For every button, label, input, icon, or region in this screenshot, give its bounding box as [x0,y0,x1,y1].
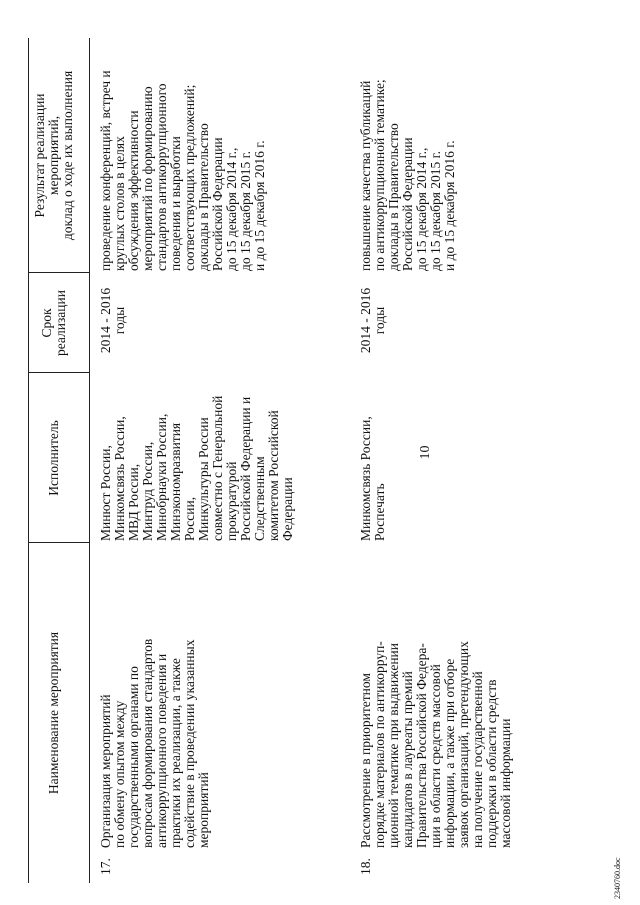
row-number: 18. [358,858,373,875]
row-executor: Минюст России, Минкомсвязь России, МВД России, Минтруд России, Минобрнауки России, Минэкономразвития России, Минкультуры России совместно с Генеральной прокуратурой Российской Федерации и Следственным комитетом Российской Федерации [98,395,295,541]
col-divider [29,372,89,373]
row-result: проведение конференций, встреч и круглых столов в целях обсуждения эффективности мероприятий по формированию стандартов антикоррупционного поведения и выработки соответствующих предложений; доклады в Правительство Российской Федерации до 15 декабря 2014 г., до 15 декабря 2015 г. и до 15 декабря 2016 г. [98,70,267,271]
row-result: повышение качества публикаций по антикоррупционной тематике; доклады в Правительство Российской Федерации до 15 декабря 2014 г., до 15 декабря 2015 г. и до 15 декабря 2016 г. [358,79,457,271]
header-term: Срок реализации [39,290,68,356]
row-number: 17. [98,858,113,875]
row-name: Организация мероприятий по обмену опытом между государственными органами по вопросам формирования стандартов антикоррупционного поведения и практики их реализации, а также содействие в проведении указанных мероприятий [98,638,211,848]
table-header [29,38,90,883]
header-result: Результат реализации мероприятий, доклад о ходе их выполнения [32,70,75,241]
row-term: 2014 - 2016 годы [358,287,387,354]
header-executor: Исполнитель [46,420,61,496]
page-number: 10 [418,445,433,460]
file-footer: 2340760.doc [613,857,622,899]
row-executor: Минкомсвязь России, Роспечать [358,416,387,541]
measures-table [28,38,629,883]
header-name: Наименование мероприятия [46,631,61,795]
col-divider [29,542,89,543]
col-divider [29,272,89,273]
row-term: 2014 - 2016 годы [98,287,127,354]
row-name: Рассмотрение в приоритетном порядке материалов по антикорруп- ционной тематике при выдвижении кандидатов в лауреаты премий Правительства Российской Федера- ции в области средств массовой информации, а также при отборе заявок организаций, претендующих на получение государственной поддержки в области средств массовой информации [358,641,513,848]
